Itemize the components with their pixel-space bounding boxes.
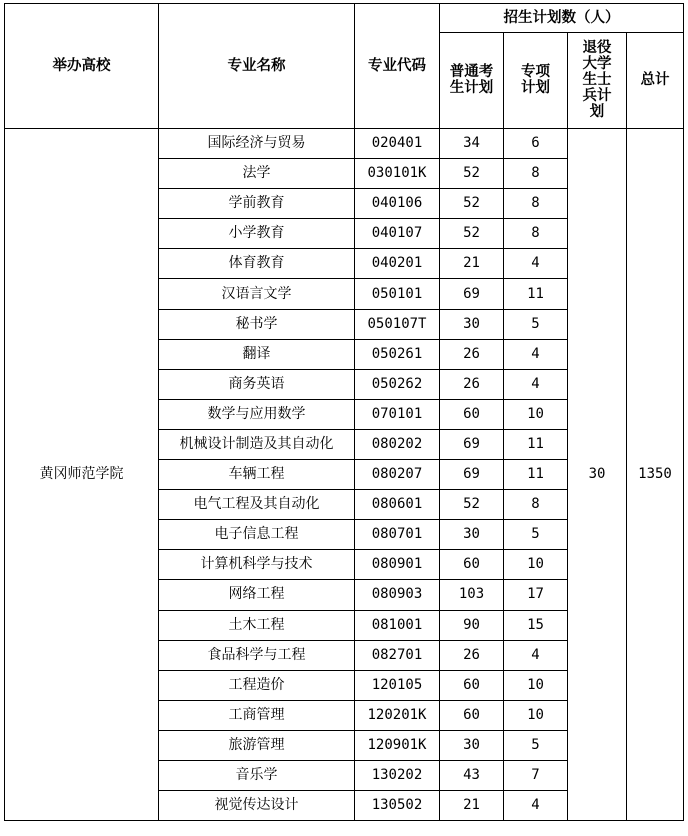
major-code-cell: 080901: [355, 550, 440, 580]
major-name-cell: 小学教育: [159, 219, 355, 249]
enrollment-plan-table: [4, 3, 684, 821]
major-name-cell: 机械设计制造及其自动化: [159, 429, 355, 459]
header-major-name: 专业名称: [159, 4, 355, 129]
general-plan-cell: 21: [440, 791, 504, 821]
general-plan-cell: 30: [440, 730, 504, 760]
major-code-cell: 050261: [355, 339, 440, 369]
special-plan-cell: 11: [504, 279, 568, 309]
major-name-cell: 工程造价: [159, 670, 355, 700]
general-plan-cell: 30: [440, 309, 504, 339]
general-plan-cell: 52: [440, 159, 504, 189]
special-plan-cell: 8: [504, 490, 568, 520]
general-plan-cell: 34: [440, 129, 504, 159]
special-plan-cell: 8: [504, 159, 568, 189]
general-plan-cell: 69: [440, 460, 504, 490]
major-name-cell: 数学与应用数学: [159, 399, 355, 429]
general-plan-cell: 26: [440, 369, 504, 399]
header-major-code: 专业代码: [355, 4, 440, 129]
major-code-cell: 120901K: [355, 730, 440, 760]
major-name-cell: 旅游管理: [159, 730, 355, 760]
general-plan-cell: 52: [440, 490, 504, 520]
header-special-plan: 专项计划: [504, 33, 568, 129]
major-code-cell: 050107T: [355, 309, 440, 339]
major-code-cell: 020401: [355, 129, 440, 159]
major-name-cell: 电子信息工程: [159, 520, 355, 550]
header-school: 举办高校: [5, 4, 159, 129]
header-veteran-plan: 退役大学生士兵计划: [568, 33, 627, 129]
special-plan-cell: 5: [504, 520, 568, 550]
special-plan-cell: 6: [504, 129, 568, 159]
general-plan-cell: 90: [440, 610, 504, 640]
general-plan-cell: 26: [440, 339, 504, 369]
major-code-cell: 080903: [355, 580, 440, 610]
general-plan-cell: 60: [440, 670, 504, 700]
header-total: 总计: [627, 33, 684, 129]
major-name-cell: 网络工程: [159, 580, 355, 610]
special-plan-cell: 10: [504, 550, 568, 580]
major-code-cell: 130202: [355, 760, 440, 790]
major-name-cell: 工商管理: [159, 700, 355, 730]
general-plan-cell: 69: [440, 429, 504, 459]
major-name-cell: 电气工程及其自动化: [159, 490, 355, 520]
major-name-cell: 土木工程: [159, 610, 355, 640]
special-plan-cell: 4: [504, 640, 568, 670]
major-name-cell: 学前教育: [159, 189, 355, 219]
special-plan-cell: 15: [504, 610, 568, 640]
header-general-plan: 普通考生计划: [440, 33, 504, 129]
special-plan-cell: 5: [504, 730, 568, 760]
major-code-cell: 040201: [355, 249, 440, 279]
special-plan-cell: 10: [504, 399, 568, 429]
major-code-cell: 050101: [355, 279, 440, 309]
general-plan-cell: 60: [440, 550, 504, 580]
special-plan-cell: 4: [504, 339, 568, 369]
special-plan-cell: 10: [504, 670, 568, 700]
major-code-cell: 080601: [355, 490, 440, 520]
major-name-cell: 汉语言文学: [159, 279, 355, 309]
major-code-cell: 040107: [355, 219, 440, 249]
major-code-cell: 030101K: [355, 159, 440, 189]
veteran-plan-cell: 30: [568, 129, 627, 821]
total-cell: 1350: [627, 129, 684, 821]
major-name-cell: 体育教育: [159, 249, 355, 279]
general-plan-cell: 52: [440, 189, 504, 219]
special-plan-cell: 8: [504, 189, 568, 219]
major-name-cell: 食品科学与工程: [159, 640, 355, 670]
general-plan-cell: 69: [440, 279, 504, 309]
table-row: [5, 129, 684, 159]
special-plan-cell: 11: [504, 429, 568, 459]
school-cell: 黄冈师范学院: [5, 129, 159, 821]
general-plan-cell: 43: [440, 760, 504, 790]
major-code-cell: 080207: [355, 460, 440, 490]
special-plan-cell: 17: [504, 580, 568, 610]
major-code-cell: 080202: [355, 429, 440, 459]
general-plan-cell: 60: [440, 399, 504, 429]
general-plan-cell: 21: [440, 249, 504, 279]
special-plan-cell: 7: [504, 760, 568, 790]
major-name-cell: 车辆工程: [159, 460, 355, 490]
major-code-cell: 080701: [355, 520, 440, 550]
general-plan-cell: 60: [440, 700, 504, 730]
general-plan-cell: 52: [440, 219, 504, 249]
major-name-cell: 法学: [159, 159, 355, 189]
major-name-cell: 商务英语: [159, 369, 355, 399]
major-code-cell: 081001: [355, 610, 440, 640]
major-name-cell: 音乐学: [159, 760, 355, 790]
major-name-cell: 翻译: [159, 339, 355, 369]
major-code-cell: 130502: [355, 791, 440, 821]
general-plan-cell: 26: [440, 640, 504, 670]
major-code-cell: 040106: [355, 189, 440, 219]
major-name-cell: 国际经济与贸易: [159, 129, 355, 159]
major-code-cell: 120201K: [355, 700, 440, 730]
special-plan-cell: 5: [504, 309, 568, 339]
general-plan-cell: 30: [440, 520, 504, 550]
special-plan-cell: 4: [504, 791, 568, 821]
table-body: [5, 129, 684, 821]
special-plan-cell: 4: [504, 249, 568, 279]
major-code-cell: 050262: [355, 369, 440, 399]
major-name-cell: 秘书学: [159, 309, 355, 339]
special-plan-cell: 8: [504, 219, 568, 249]
header-plan-group: 招生计划数（人）: [440, 4, 684, 33]
special-plan-cell: 4: [504, 369, 568, 399]
major-code-cell: 082701: [355, 640, 440, 670]
general-plan-cell: 103: [440, 580, 504, 610]
major-name-cell: 视觉传达设计: [159, 791, 355, 821]
major-code-cell: 120105: [355, 670, 440, 700]
major-name-cell: 计算机科学与技术: [159, 550, 355, 580]
special-plan-cell: 11: [504, 460, 568, 490]
special-plan-cell: 10: [504, 700, 568, 730]
major-code-cell: 070101: [355, 399, 440, 429]
